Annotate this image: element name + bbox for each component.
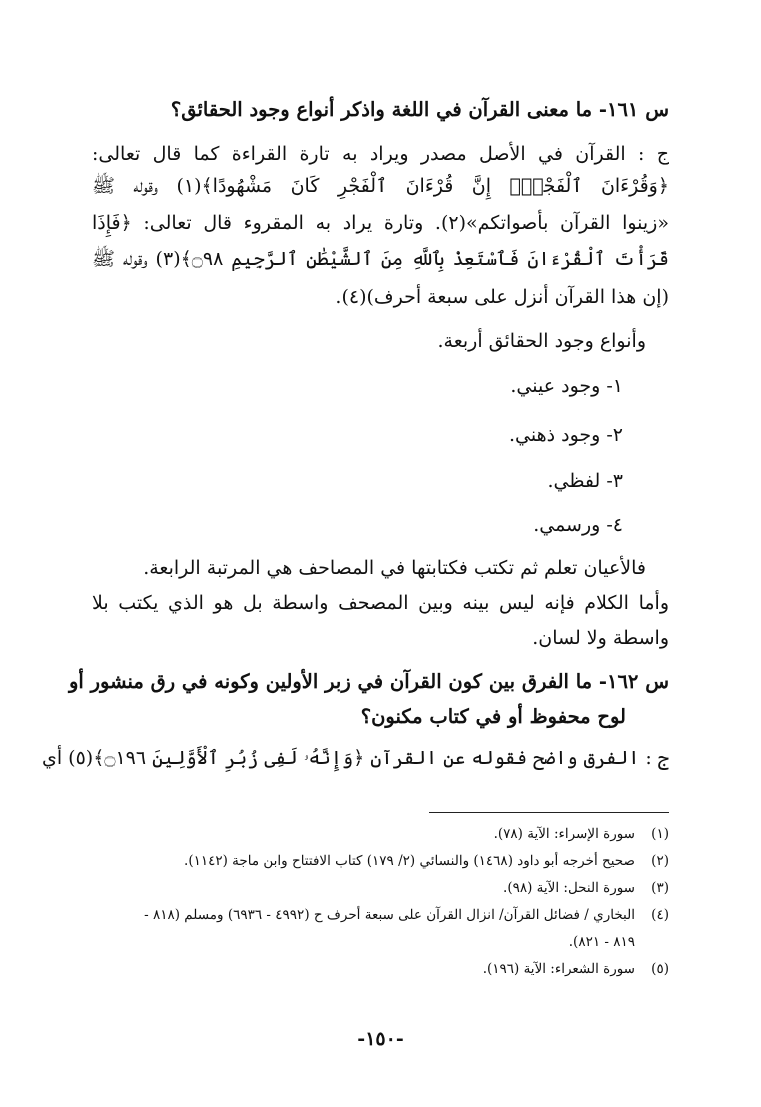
type-item-1: ١- وجود عيني. [510,375,623,397]
footnote-text: البخاري / فضائل القرآن/ انزال القرآن على سبعة أحرف ح (٤٩٩٢ - ٦٩٣٦) ومسلم (٨١٨ - [144,907,635,923]
footnote-separator [429,812,669,813]
footnote-5 [92,961,669,977]
answer-161-line-2: ﴿وَقُرْءَانَ ٱلْفَجْرِۖ إِنَّ قُرْءَانَ ٱلْفَجْرِ كَانَ مَشْهُودًا﴾(١) وقوله ﷺ [92,175,669,197]
question-162-title-line-1: س ١٦٢- ما الفرق بين كون القرآن في زبر الأولين وكونه في رق منشور أو [68,670,669,693]
footnote-4 [92,907,669,923]
footnote-number: (١) [651,826,669,842]
conclusion-line-1: فالأعيان تعلم ثم تكتب فكتابتها في المصاحف هي المرتبة الرابعة. [143,557,646,579]
answer-161-line-4: قَرَأْتَ ٱلْقُرْءَانَ فَٱسْتَعِذْ بِٱللَّهِ مِنَ ٱلشَّيْطَٰنِ ٱلرَّجِيمِ ۝٩٨﴾(٣) وقوله ﷺ [92,248,669,270]
footnote-number: (٤) [651,907,669,923]
type-item-4: ٤- ورسمي. [533,514,623,536]
footnote-number: (٣) [651,880,669,896]
footnote-2 [92,853,669,869]
footnote-1 [92,826,669,842]
conclusion-line-2: وأما الكلام فإنه ليس بينه وبين المصحف واسطة بل هو الذي يكتب بلا [92,592,669,614]
type-item-3: ٣- لفظي. [547,470,623,492]
footnote-number: (٢) [651,853,669,869]
footnote-3 [92,880,669,896]
footnote-text: سورة النحل: الآية (٩٨). [503,880,635,896]
page-number: -١٥٠- [357,1028,404,1050]
type-item-2: ٢- وجود ذهني. [508,424,623,446]
answer-162-line-1: ج : الفرق واضح فقوله عن القرآن ﴿وَإِنَّهُۥ لَفِى زُبُرِ ٱلْأَوَّلِينَ ۝١٩٦﴾(٥) أي [41,747,669,769]
types-intro: وأنواع وجود الحقائق أربعة. [437,330,646,352]
question-161-title: س ١٦١- ما معنى القرآن في اللغة واذكر أنواع وجود الحقائق؟ [170,98,669,121]
footnote-text: صحيح أخرجه أبو داود (١٤٦٨) والنسائي (٢/ ١٧٩) كتاب الافتتاح وابن ماجة (١١٤٢). [184,853,635,869]
footnote-4-continuation: ٨١٩ - ٨٢١). [568,934,635,950]
conclusion-line-3: واسطة ولا لسان. [532,627,669,649]
answer-161-line-3: «زينوا القرآن بأصواتكم»(٢). وتارة يراد به المقروء قال تعالى: ﴿فَإِذَا [92,212,669,234]
answer-161-line-5: (إن هذا القرآن أنزل على سبعة أحرف)(٤). [335,286,669,308]
answer-161-line-1: ج : القرآن في الأصل مصدر ويراد به تارة القراءة كما قال تعالى: [92,143,669,165]
footnote-text: سورة الإسراء: الآية (٧٨). [493,826,635,842]
footnote-number: (٥) [651,961,669,977]
question-162-title-line-2: لوح محفوظ أو في كتاب مكنون؟ [360,705,626,728]
footnote-text: سورة الشعراء: الآية (١٩٦). [482,961,635,977]
